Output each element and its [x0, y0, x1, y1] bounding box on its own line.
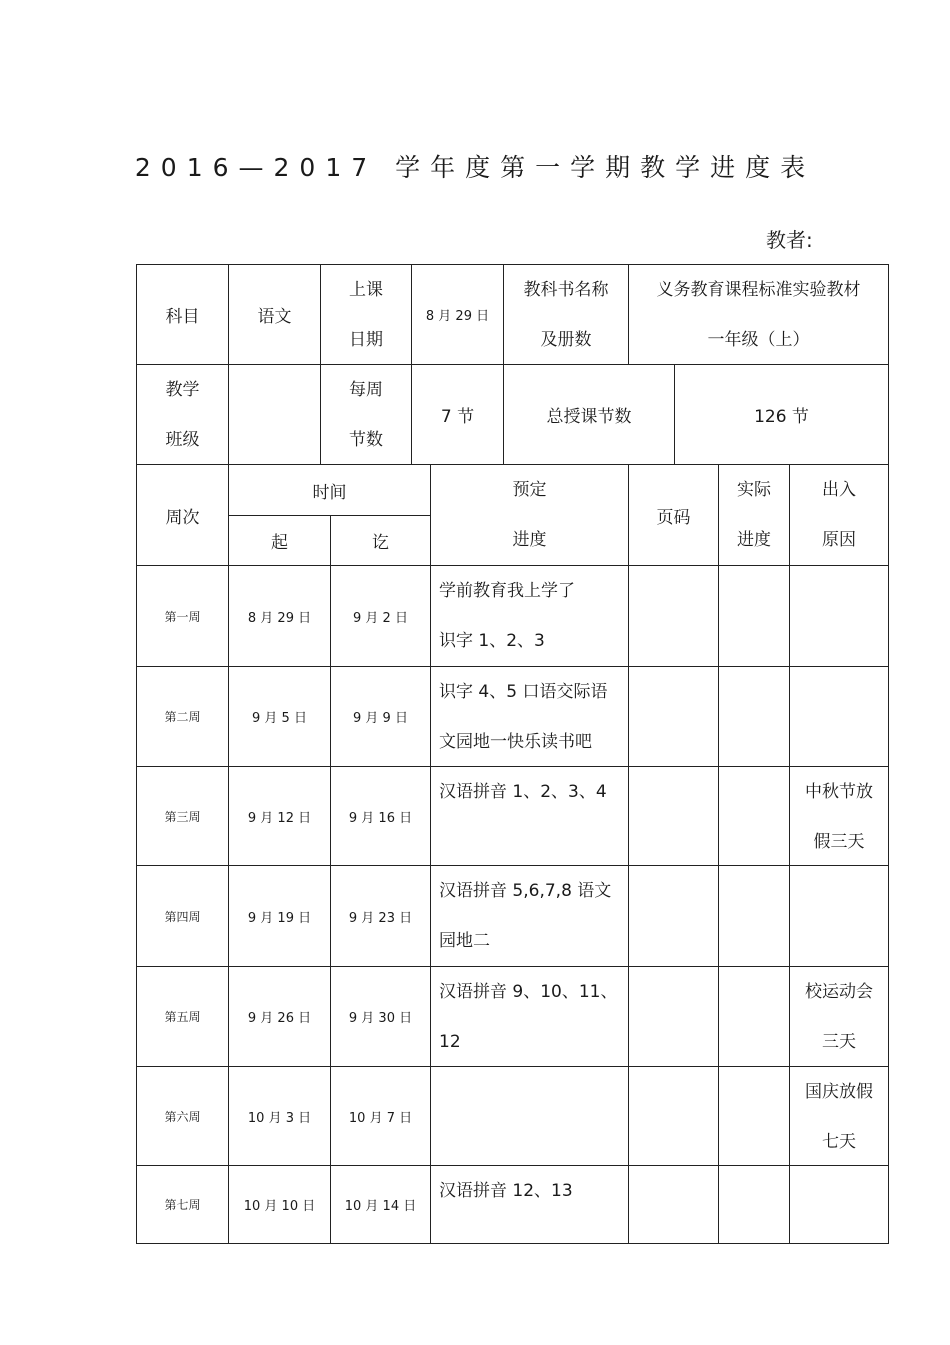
weekly-value: 7 节 — [440, 407, 475, 427]
header-week: 周次 — [165, 507, 200, 528]
to-date-cell: 9 月 2 日 — [353, 610, 408, 626]
plan-cell — [431, 566, 628, 666]
plan-cell — [431, 866, 628, 966]
total-label: 总授课节数 — [546, 407, 632, 427]
plan-line: 汉语拼音 9、10、11、 — [439, 982, 618, 1002]
header-plan: 预定 进度 — [512, 480, 547, 550]
textbook-value: 义务教育课程标准实验教材 一年级（上） — [656, 279, 861, 350]
plan-cell — [431, 767, 628, 865]
plan-line: 12 — [439, 1032, 461, 1052]
from-date-cell: 9 月 26 日 — [247, 1011, 312, 1026]
plan-line: 识字 4、5 口语交际语 — [439, 682, 608, 702]
page-cell — [629, 1067, 718, 1165]
page-cell — [629, 566, 718, 666]
to-date-cell: 10 月 7 日 — [348, 1110, 413, 1126]
page-title: 2016—2017 学年度第一学期教学进度表 — [134, 153, 816, 182]
reason-cell — [790, 667, 888, 766]
page-cell — [629, 667, 718, 766]
class-label: 教学 班级 — [165, 379, 200, 450]
header-from: 起 — [271, 533, 288, 553]
actual-cell — [719, 866, 789, 966]
header-reason: 出入 原因 — [822, 480, 856, 550]
plan-line: 园地二 — [439, 931, 490, 951]
week-cell: 第四周 — [164, 909, 201, 924]
subject-value: 语文 — [257, 307, 292, 327]
actual-cell — [719, 767, 789, 865]
reason-cell — [790, 866, 888, 966]
from-date-cell: 8 月 29 日 — [247, 610, 312, 626]
plan-line: 学前教育我上学了 — [439, 581, 575, 601]
from-date-cell: 10 月 10 日 — [243, 1199, 316, 1214]
to-date-cell: 9 月 23 日 — [348, 910, 413, 926]
header-page: 页码 — [656, 507, 691, 528]
subject-label: 科目 — [165, 307, 200, 327]
actual-cell — [719, 667, 789, 766]
to-date-cell: 9 月 30 日 — [348, 1011, 413, 1026]
plan-cell — [431, 967, 628, 1066]
to-date-cell: 9 月 16 日 — [348, 810, 413, 826]
table-border-bottom — [136, 1243, 889, 1244]
reason-line: 国庆放假 — [805, 1082, 873, 1102]
to-date-cell: 9 月 9 日 — [353, 711, 408, 726]
actual-cell — [719, 1067, 789, 1165]
actual-cell — [719, 1166, 789, 1243]
reason-line: 校运动会 — [805, 982, 873, 1002]
week-cell: 第五周 — [164, 1010, 201, 1024]
reason-cell — [790, 767, 888, 865]
week-cell: 第六周 — [164, 1109, 201, 1124]
page-cell — [629, 967, 718, 1066]
week-cell: 第三周 — [164, 809, 201, 824]
reason-line: 假三天 — [813, 832, 865, 852]
teacher-label: 教者: — [766, 228, 813, 252]
page-cell — [629, 1166, 718, 1243]
week-cell: 第七周 — [164, 1198, 201, 1212]
actual-cell — [719, 967, 789, 1066]
header-time: 时间 — [312, 482, 347, 503]
start-date-label: 上课 日期 — [349, 279, 383, 350]
plan-line: 文园地一快乐读书吧 — [439, 732, 592, 752]
page-cell — [629, 767, 718, 865]
plan-cell — [431, 1067, 628, 1165]
textbook-label: 教科书名称 及册数 — [523, 279, 609, 350]
header-to: 讫 — [372, 533, 389, 553]
week-cell: 第一周 — [164, 609, 201, 624]
reason-cell — [790, 566, 888, 666]
reason-cell — [790, 1166, 888, 1243]
reason-line: 中秋节放 — [805, 782, 873, 802]
reason-cell — [790, 967, 888, 1066]
weekly-label: 每周 节数 — [349, 379, 383, 450]
week-cell: 第二周 — [164, 710, 201, 724]
from-date-cell: 9 月 12 日 — [247, 810, 312, 826]
plan-line: 识字 1、2、3 — [439, 631, 545, 651]
plan-cell — [431, 1166, 628, 1243]
reason-line: 三天 — [822, 1032, 856, 1052]
header-actual: 实际 进度 — [737, 480, 771, 550]
from-date-cell: 10 月 3 日 — [247, 1110, 312, 1126]
plan-line: 汉语拼音 12、13 — [439, 1181, 573, 1201]
table-border-right — [888, 264, 889, 1244]
plan-line: 汉语拼音 1、2、3、4 — [439, 782, 607, 802]
plan-line: 汉语拼音 5,6,7,8 语文 — [439, 881, 612, 901]
total-value: 126 节 — [754, 407, 809, 427]
from-date-cell: 9 月 5 日 — [252, 711, 307, 726]
actual-cell — [719, 566, 789, 666]
page-cell — [629, 866, 718, 966]
class-value — [229, 365, 320, 464]
to-date-cell: 10 月 14 日 — [344, 1199, 417, 1214]
reason-cell — [790, 1067, 888, 1165]
reason-line: 七天 — [822, 1132, 856, 1152]
plan-cell — [431, 667, 628, 766]
start-date-value: 8 月 29 日 — [425, 309, 490, 324]
from-date-cell: 9 月 19 日 — [247, 910, 312, 926]
